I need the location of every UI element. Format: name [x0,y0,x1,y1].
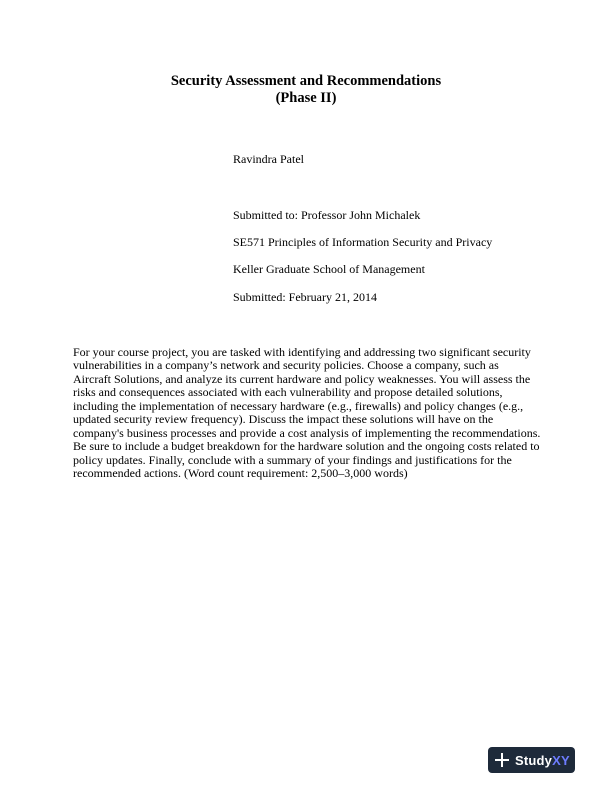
plus-icon [495,753,509,767]
paragraph-line: updated security review frequency). Discuss the impact these solutions will have on the [73,412,494,427]
paragraph-line: risks and consequences associated with each vulnerability and propose detailed solutions, [73,385,503,400]
course-name: SE571 Principles of Information Security and Privacy [233,235,493,249]
paragraph-line: including the implementation of necessary hardware (e.g., firewalls) and policy changes (e.g., [73,398,524,413]
brand-suffix: XY [552,752,570,768]
paragraph-line: Aircraft Solutions, and analyze its current hardware and policy weaknesses. You will assess the [73,371,531,386]
paragraph-line: policy updates. Finally, conclude with a summary of your findings and justifications for the [73,452,512,467]
brand-prefix: Study [515,752,553,768]
author-name: Ravindra Patel [233,152,304,166]
document-title-line-1: Security Assessment and Recommendations [170,73,442,89]
paragraph-line: recommended actions. (Word count requirement: 2,500–3,000 words) [73,466,408,481]
studyxy-logo-text [515,753,570,768]
submitted-to: Submitted to: Professor John Michalek [233,208,421,222]
school-name: Keller Graduate School of Management [233,262,425,276]
paragraph-line: For your course project, you are tasked with identifying and addressing two significant security [73,345,531,359]
studyxy-watermark-badge[interactable] [488,747,575,773]
paragraph-line: vulnerabilities in a company’s network and security policies. Choose a company, such as [73,358,499,373]
paragraph-line: Be sure to include a budget breakdown for the hardware solution and the ongoing costs related to [73,439,540,454]
document-title-line-2: (Phase II) [275,90,337,106]
assignment-paragraph [73,346,543,481]
submitted-date: Submitted: February 21, 2014 [233,290,377,304]
paragraph-line: company's business processes and provide a cost analysis of implementing the recommendations. [73,425,541,440]
